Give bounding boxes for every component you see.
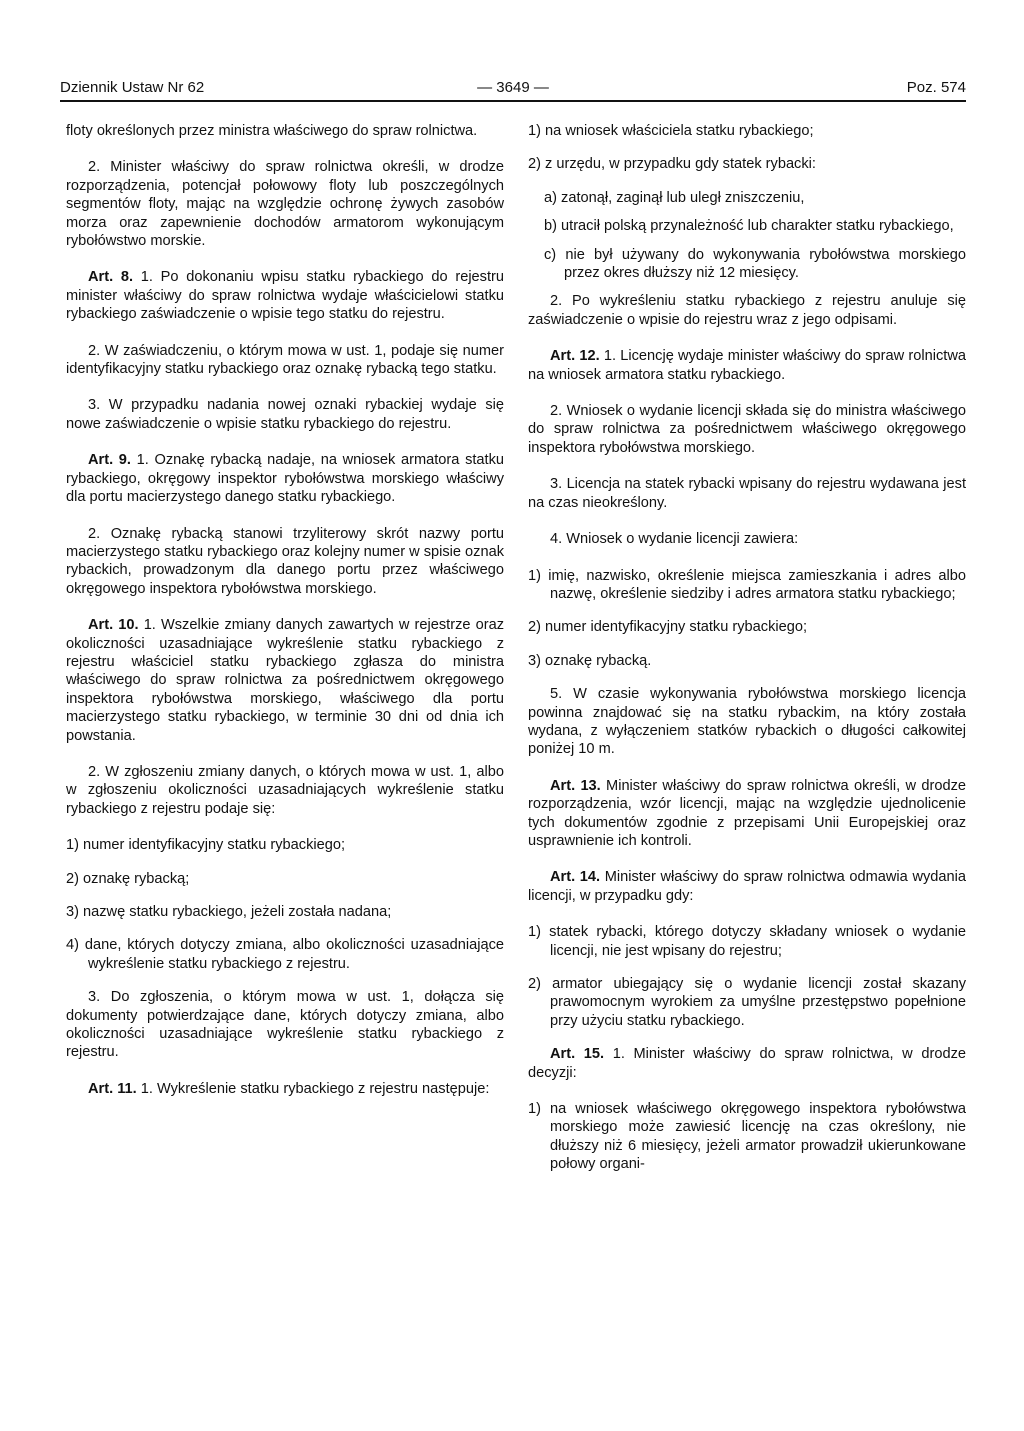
article-label: Art. 13. <box>550 777 601 794</box>
article-15-paragraph-1 <box>528 1045 966 1082</box>
sub-list-item: c) nie był używany do wykonywania rybołówstwa morskiego przez okres dłuższy niż 12 miesięcy. <box>544 246 966 282</box>
page-header <box>60 76 966 100</box>
page-number: — 3649 — <box>477 79 549 96</box>
article-10-paragraph-1 <box>66 616 504 745</box>
article-14 <box>528 868 966 905</box>
paragraph: 2. Oznakę rybacką stanowi trzyliterowy skrót nazwy portu macierzystego statku rybackiego oraz kolejny numer w spisie oznak rybackich, prowadzonym dla danego portu przez właściwego okręgowego inspektora rybołówstwa morskiego. <box>66 525 505 597</box>
journal-title: Dziennik Ustaw Nr 62 <box>60 79 205 96</box>
article-12-paragraph-1 <box>528 347 966 384</box>
article-label: Art. 10. <box>88 617 139 634</box>
paragraph: 2. Minister właściwy do spraw rolnictwa określi, w drodze rozporządzenia, potencjał połowowy floty lub poszczególnych segmentów floty, mając na względzie ochronę żywych zasobów morza oraz zapewnienie dochodów armatorom wykonującym rybołówstwo morskie. <box>66 159 504 250</box>
article-8-paragraph-1 <box>66 268 504 323</box>
paragraph: 2. W zaświadczeniu, o którym mowa w ust. 1, podaje się numer identyfikacyjny statku rybackiego oraz oznakę rybacką tego statku. <box>66 342 504 378</box>
paragraph: 2. Wniosek o wydanie licencji składa się do ministra właściwego do spraw rolnictwa za pośrednictwem właściwego okręgowego inspektora rybołówstwa morskiego. <box>528 403 966 456</box>
paragraph: 2. W zgłoszeniu zmiany danych, o których mowa w ust. 1, albo w zgłoszeniu okoliczności uzasadniających wykreślenie statku rybackiego z rejestru podaje się: <box>66 763 504 817</box>
paragraph-text: 1. Oznakę rybacką nadaje, na wniosek armatora statku rybackiego, okręgowy inspektor rybołówstwa morskiego właściwy dla portu macierzystego danego statku rybackiego. <box>66 452 504 506</box>
list-item: 1) statek rybacki, którego dotyczy składany wniosek o wydanie licencji, nie jest wpisany do rejestru; <box>528 924 966 959</box>
article-label: Art. 11. <box>88 1080 137 1097</box>
list-item: 2) z urzędu, w przypadku gdy statek rybacki: <box>528 156 816 173</box>
article-9-paragraph-1 <box>66 451 504 506</box>
list-item: 2) numer identyfikacyjny statku rybackiego; <box>528 619 808 636</box>
list-item: 2) oznakę rybacką; <box>66 870 190 887</box>
paragraph: 2. Po wykreśleniu statku rybackiego z rejestru anuluje się zaświadczenie o wpisie do rejestru wraz z jego odpisami. <box>528 293 966 328</box>
list-item: 2) armator ubiegający się o wydanie licencji został skazany prawomocnym wyrokiem za umyślne przestępstwo popełnione przy użyciu statku rybackiego. <box>528 976 966 1029</box>
paragraph: 5. W czasie wykonywania rybołówstwa morskiego licencja powinna znajdować się na statku rybackim, na który została wydana, z wyłączeniem statków rybackich o długości całkowitej poniżej 10 m. <box>528 686 966 758</box>
article-label: Art. 8. <box>88 269 134 286</box>
paragraph-text: Minister właściwy do spraw rolnictwa określi, w drodze rozporządzenia, wzór licencji, mając na względzie ujednolicenie tych dokumentów zgodnie z przepisami Unii Europejskiej oraz usprawnienie ich kontroli. <box>528 777 966 849</box>
sub-list-item: a) zatonął, zaginął lub uległ zniszczeniu, <box>544 189 805 206</box>
list-item: 1) numer identyfikacyjny statku rybackiego; <box>66 837 346 854</box>
article-13 <box>528 777 966 851</box>
paragraph-text: Minister właściwy do spraw rolnictwa odmawia wydania licencji, w przypadku gdy: <box>528 869 966 904</box>
paragraph-text: 1. Minister właściwy do spraw rolnictwa, w drodze decyzji: <box>528 1046 966 1081</box>
paragraph-text: 1. Licencję wydaje minister właściwy do spraw rolnictwa na wniosek armatora statku rybackiego. <box>528 348 966 383</box>
article-label: Art. 12. <box>550 348 600 365</box>
list-item: 3) oznakę rybacką. <box>528 652 652 669</box>
position-number: Poz. 574 <box>906 79 966 96</box>
list-item: 1) na wniosek właściciela statku rybackiego; <box>528 123 814 139</box>
list-item: 1) imię, nazwisko, określenie miejsca zamieszkania i adres albo nazwę, określenie siedziby i adres armatora statku rybackiego; <box>528 567 966 602</box>
paragraph: 4. Wniosek o wydanie licencji zawiera: <box>550 531 799 548</box>
header-rule <box>60 100 966 102</box>
paragraph: floty określonych przez ministra właściwego do spraw rolnictwa. <box>66 123 478 139</box>
article-label: Art. 15. <box>550 1046 605 1063</box>
list-item: 1) na wniosek właściwego okręgowego inspektora rybołówstwa morskiego może zawiesić licencję na czas określony, nie dłuższy niż 6 miesięcy, jeżeli armator prowadził ukierunkowane połowy organi- <box>528 1101 966 1173</box>
list-item: 3) nazwę statku rybackiego, jeżeli została nadana; <box>66 904 392 920</box>
sub-list-item: b) utracił polską przynależność lub charakter statku rybackiego, <box>544 218 954 235</box>
paragraph: 3. Licencja na statek rybacki wpisany do rejestru wydawana jest na czas nieokreślony. <box>528 476 966 511</box>
paragraph: 3. Do zgłoszenia, o którym mowa w ust. 1, dołącza się dokumenty potwierdzające dane, których dotyczy zmiana, albo okoliczności uzasadniające wykreślenie statku rybackiego z rejestru. <box>66 989 504 1061</box>
article-label: Art. 9. <box>88 452 131 469</box>
paragraph: 3. W przypadku nadania nowej oznaki rybackiej wydaje się nowe zaświadczenie o wpisie statku rybackiego do rejestru. <box>66 397 504 432</box>
article-11-paragraph-1 <box>66 1080 504 1098</box>
right-column <box>528 122 966 1189</box>
paragraph-text: 1. Wykreślenie statku rybackiego z rejestru następuje: <box>136 1080 490 1097</box>
paragraph-text: 1. Wszelkie zmiany danych zawartych w rejestrze oraz okoliczności uzasadniające wykreślenie statku rybackiego z rejestru właściciel statku rybackiego zgłasza do ministra właściwego do spraw rolnictwa za pośrednictwem okręgowego inspektora rybołówstwa morskiego, właściwego dla portu macierzystego statku rybackiego, w terminie 30 dni od dnia ich powstania. <box>66 617 505 744</box>
article-label: Art. 14. <box>550 869 601 886</box>
list-item: 4) dane, których dotyczy zmiana, albo okoliczności uzasadniające wykreślenie statku rybackiego z rejestru. <box>66 937 504 972</box>
left-column <box>66 122 504 1116</box>
paragraph-text: 1. Po dokonaniu wpisu statku rybackiego do rejestru minister właściwy do spraw rolnictwa wydaje właścicielowi statku rybackiego zaświadczenie o wpisie tego statku do rejestru. <box>66 269 505 323</box>
